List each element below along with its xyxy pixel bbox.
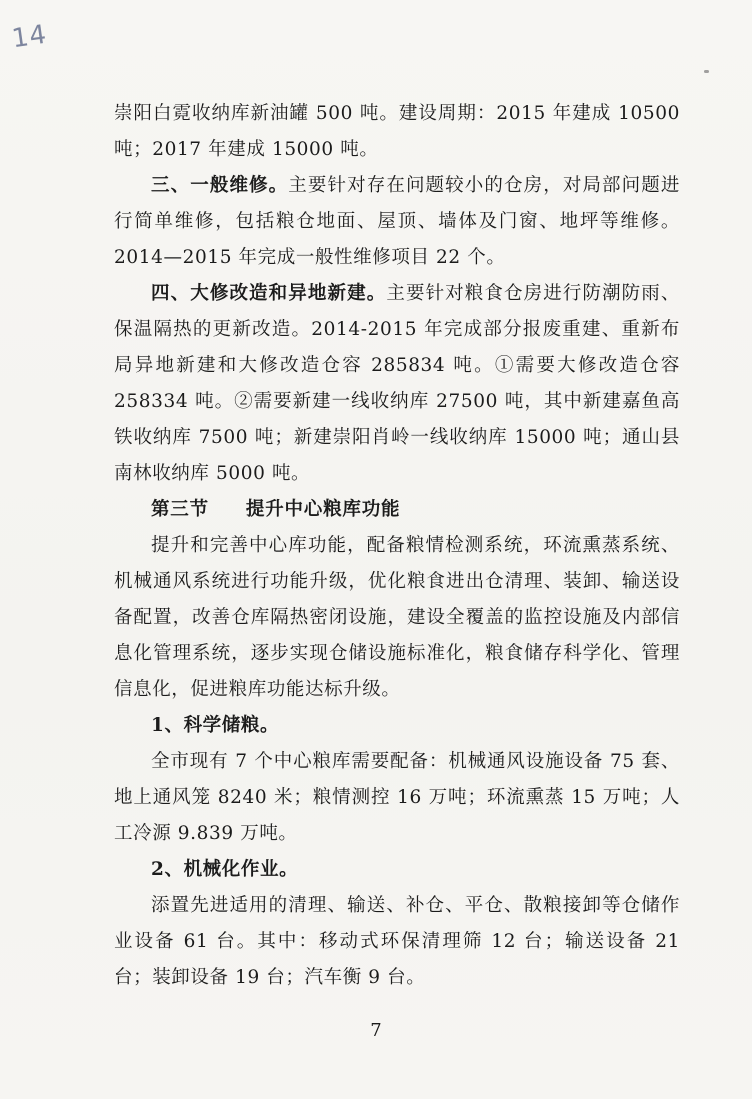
subheading-scientific-storage: 1、科学储粮。 bbox=[151, 715, 280, 736]
heading-general-repair: 三、一般维修。 bbox=[151, 175, 289, 196]
paragraph-central-depot-upgrade: 提升和完善中心库功能，配备粮情检测系统，环流熏蒸系统、机械通风系统进行功能升级，优化粮食进出仓清理、装卸、输送设备配置，改善仓库隔热密闭设施，建设全覆盖的监控设施及内部信息化管理系统，逐步实现仓储设施标准化，粮食储存科学化、管理信息化，促进粮库功能达标升级。 bbox=[114, 535, 680, 700]
section-title: 提升中心粮库功能 bbox=[245, 499, 401, 520]
paragraph-general-repair bbox=[114, 168, 680, 276]
paragraph-scientific-storage: 全市现有 7 个中心粮库需要配备：机械通风设施设备 75 套、地上通风笼 8240 米；粮情测控 16 万吨；环流熏蒸 15 万吨；人工冷源 9.839 万吨。 bbox=[114, 751, 680, 844]
text-overhaul-relocation: 主要针对粮食仓房进行防潮防雨、保温隔热的更新改造。2014-2015 年完成部分报废重建、重新布局异地新建和大修改造仓容 285834 吨。①需要大修改造仓容 258334 吨。②需要新建一线收纳库 27500 吨，其中新建嘉鱼高铁收纳库 7500 吨；新建崇阳肖岭一线收纳库 15000 吨；通山县南林收纳库 5000 吨。 bbox=[114, 283, 680, 484]
section-label: 第三节 bbox=[151, 499, 209, 520]
page-number: 7 bbox=[370, 1020, 382, 1041]
paragraph-construction-period: 崇阳白霓收纳库新油罐 500 吨。建设周期：2015 年建成 10500 吨；2017 年建成 15000 吨。 bbox=[114, 103, 680, 160]
section-heading bbox=[114, 492, 680, 528]
handwritten-annotation: 14 bbox=[10, 19, 50, 55]
paragraph-overhaul-relocation bbox=[114, 276, 680, 492]
paragraph-mechanized-operation: 添置先进适用的清理、输送、补仓、平仓、散粮接卸等仓储作业设备 61 台。其中：移动式环保清理筛 12 台；输送设备 21 台；装卸设备 19 台；汽车衡 9 台。 bbox=[114, 895, 680, 988]
text-general-repair: 主要针对存在问题较小的仓房，对局部问题进行简单维修，包括粮仓地面、屋顶、墙体及门窗、地坪等维修。2014—2015 年完成一般性维修项目 22 个。 bbox=[114, 175, 680, 268]
heading-overhaul-relocation: 四、大修改造和异地新建。 bbox=[151, 283, 387, 304]
scan-speck bbox=[704, 70, 709, 73]
subheading-mechanized-operation: 2、机械化作业。 bbox=[151, 859, 299, 880]
document-body bbox=[114, 96, 680, 996]
